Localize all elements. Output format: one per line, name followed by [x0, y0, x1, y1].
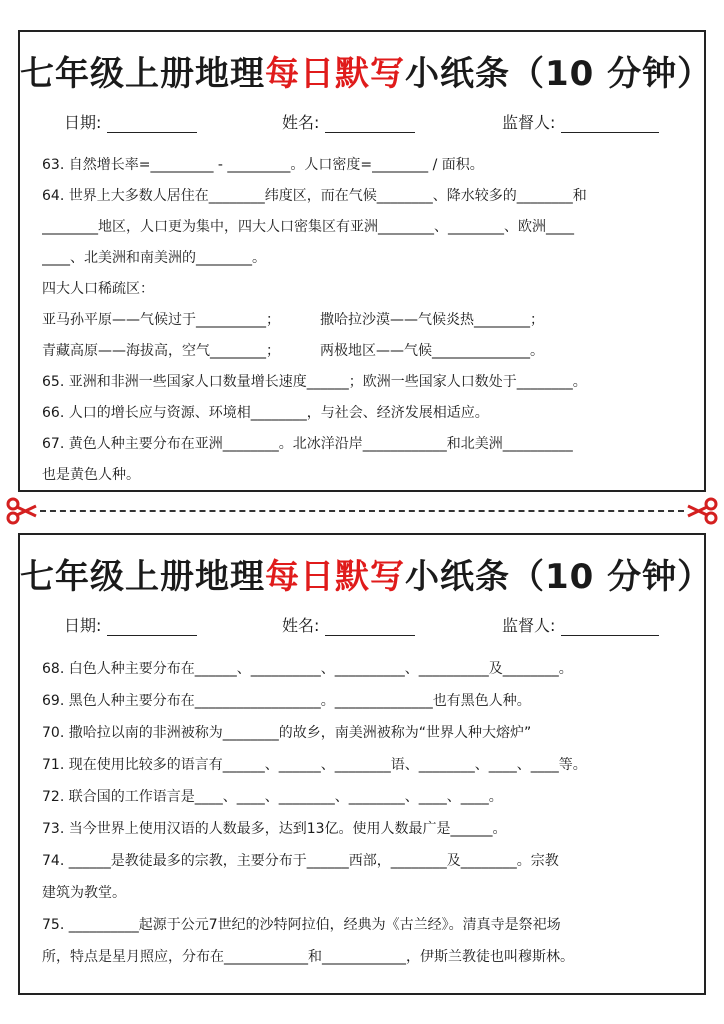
- question-segment: 撒哈拉沙漠——气候炎热________；: [320, 312, 544, 328]
- question-line: ____、北美洲和南美洲的________。: [42, 250, 266, 266]
- question-line: 四大人口稀疏区：: [42, 281, 154, 297]
- question-line: [42, 305, 690, 336]
- title-text: 七年级上册地理: [20, 54, 265, 94]
- name-blank[interactable]: [325, 619, 415, 636]
- worksheet-card-1: [18, 30, 713, 492]
- question-line: ________地区，人口更为集中，四大人口密集区有亚洲________、________、欧洲____: [42, 219, 574, 235]
- title-text: 七年级上册地理: [20, 557, 265, 597]
- scissors-icon: [686, 496, 718, 526]
- question-line: 73. 当今世界上使用汉语的人数最多，达到13亿。使用人数最广是______。: [42, 821, 507, 837]
- date-blank[interactable]: [107, 116, 197, 133]
- supervisor-label: 监督人:: [502, 113, 556, 132]
- question-line: 67. 黄色人种主要分布在亚洲________。北冰洋沿岸____________和北美洲__________: [42, 436, 573, 452]
- question-line: 63. 自然增长率=_________ - _________。人口密度=________ / 面积。: [42, 157, 484, 173]
- header-fields: [20, 110, 704, 134]
- date-blank[interactable]: [107, 619, 197, 636]
- question-line: 65. 亚洲和非洲一些国家人口数量增长速度______；欧洲一些国家人口数处于________。: [42, 374, 587, 390]
- question-line: 建筑为教堂。: [42, 885, 126, 901]
- question-line: 64. 世界上大多数人居住在________纬度区，而在气候________、降水较多的________和: [42, 188, 587, 204]
- name-field: [282, 110, 415, 133]
- question-line: 68. 白色人种主要分布在______、__________、__________、__________及________。: [42, 661, 573, 677]
- name-label: 姓名:: [282, 616, 320, 635]
- question-line: 所，特点是星月照应，分布在____________和____________，伊斯兰教徒也叫穆斯林。: [42, 949, 574, 965]
- question-line: 66. 人口的增长应与资源、环境相________，与社会、经济发展相适应。: [42, 405, 489, 421]
- card-title: [20, 549, 713, 598]
- cut-line-divider: [40, 510, 684, 512]
- header-fields: [20, 613, 704, 637]
- supervisor-field: [502, 613, 659, 636]
- question-line: 72. 联合国的工作语言是____、____、________、________、____、____。: [42, 789, 503, 805]
- question-line: 71. 现在使用比较多的语言有______、______、________语、________、____、____等。: [42, 757, 587, 773]
- date-field: [64, 110, 197, 133]
- date-field: [64, 613, 197, 636]
- question-segment: 青藏高原——海拔高，空气________；: [42, 343, 280, 359]
- title-suffix: 小纸条（10 分钟）: [405, 557, 713, 597]
- title-highlight: 每日默写: [265, 557, 405, 597]
- scissors-icon: [6, 496, 38, 526]
- name-field: [282, 613, 415, 636]
- question-line: 也是黄色人种。: [42, 467, 140, 483]
- title-suffix: 小纸条（10 分钟）: [405, 54, 713, 94]
- supervisor-label: 监督人:: [502, 616, 556, 635]
- question-line: 69. 黑色人种主要分布在__________________。______________也有黑色人种。: [42, 693, 531, 709]
- question-list: [42, 653, 690, 973]
- question-list: [42, 150, 690, 491]
- title-highlight: 每日默写: [265, 54, 405, 94]
- supervisor-blank[interactable]: [561, 619, 659, 636]
- card-title: [20, 46, 713, 95]
- question-segment: 亚马孙平原——气候过于__________；: [42, 312, 280, 328]
- supervisor-field: [502, 110, 659, 133]
- date-label: 日期:: [64, 616, 102, 635]
- question-segment: 两极地区——气候______________。: [320, 343, 544, 359]
- worksheet-card-2: [18, 533, 713, 995]
- date-label: 日期:: [64, 113, 102, 132]
- question-line: 70. 撒哈拉以南的非洲被称为________的故乡，南美洲被称为“世界人种大熔炉”: [42, 725, 532, 741]
- question-line: 75. __________起源于公元7世纪的沙特阿拉伯，经典为《古兰经》。清真寺是祭祀场: [42, 917, 561, 933]
- name-blank[interactable]: [325, 116, 415, 133]
- name-label: 姓名:: [282, 113, 320, 132]
- question-line: [42, 336, 690, 367]
- question-line: 74. ______是教徒最多的宗教，主要分布于______西部，________及________。宗教: [42, 853, 559, 869]
- supervisor-blank[interactable]: [561, 116, 659, 133]
